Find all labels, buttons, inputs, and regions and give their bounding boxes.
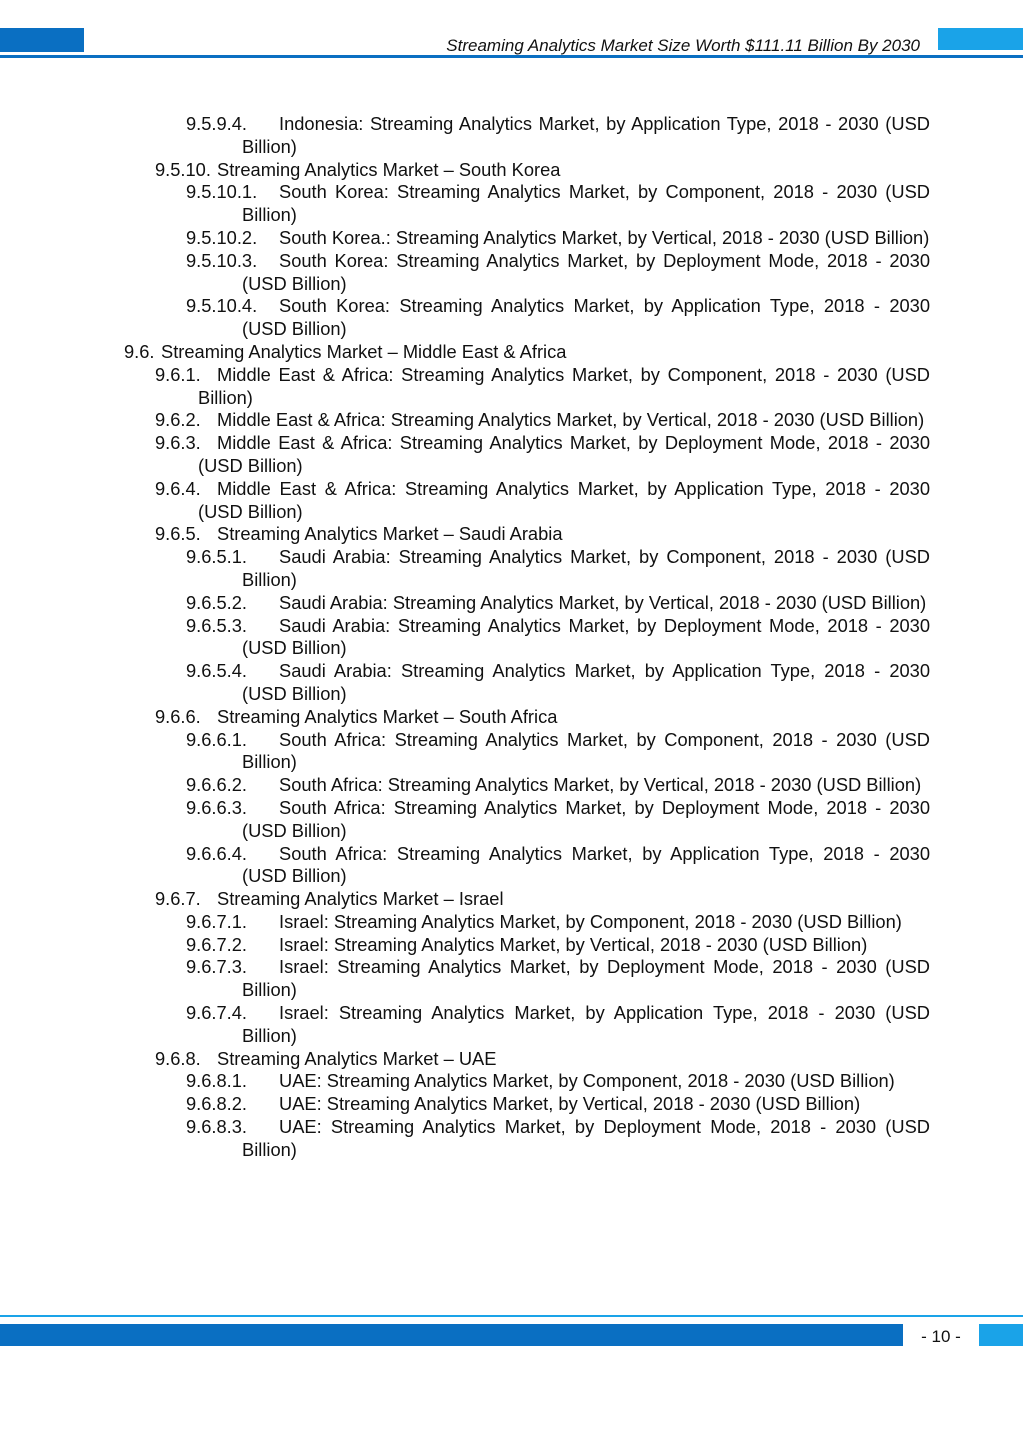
toc-entry-number: 9.6.5.3.	[186, 614, 247, 636]
toc-entry[interactable]	[0, 295, 1023, 341]
toc-entry-number: 9.5.10.1.	[186, 181, 258, 203]
toc-entry-number: 9.6.6.	[155, 705, 201, 727]
toc-entry[interactable]	[0, 159, 1023, 182]
toc-entry-title: Streaming Analytics Market – South Africa	[217, 705, 558, 727]
toc-entry[interactable]	[0, 523, 1023, 546]
toc-entry-number: 9.6.1.	[155, 363, 201, 385]
toc-entry[interactable]	[0, 729, 1023, 775]
toc-entry[interactable]	[0, 615, 1023, 661]
toc-entry-number: 9.6.6.4.	[186, 842, 247, 864]
toc-entry[interactable]	[0, 546, 1023, 592]
toc-entry-title: Streaming Analytics Market – UAE	[217, 1047, 497, 1069]
toc-entry-title: Middle East & Africa: Streaming Analytics Market, by Application Type, 2018 - 2030 (USD Billion)	[198, 477, 930, 522]
toc-entry-number: 9.6.5.1.	[186, 546, 247, 568]
toc-entry[interactable]	[0, 250, 1023, 296]
toc-entry-title: South Africa: Streaming Analytics Market, by Vertical, 2018 - 2030 (USD Billion)	[279, 774, 922, 796]
table-of-contents	[0, 113, 1023, 1162]
toc-entry-number: 9.6.8.3.	[186, 1116, 247, 1138]
toc-entry-title: South Korea: Streaming Analytics Market, by Application Type, 2018 - 2030 (USD Billion)	[242, 295, 930, 340]
header-accent-bar-right	[938, 28, 1023, 50]
toc-entry-number: 9.6.7.	[155, 888, 201, 910]
toc-entry-title: Middle East & Africa: Streaming Analytics Market, by Deployment Mode, 2018 - 2030 (USD Billion)	[198, 432, 930, 476]
toc-entry[interactable]	[0, 797, 1023, 843]
toc-entry-title: Israel: Streaming Analytics Market, by Vertical, 2018 - 2030 (USD Billion)	[279, 933, 868, 955]
toc-entry-number: 9.5.10.	[155, 158, 211, 180]
toc-entry-title: South Korea.: Streaming Analytics Market, by Vertical, 2018 - 2030 (USD Billion)	[279, 226, 930, 248]
toc-entry[interactable]	[0, 478, 1023, 524]
toc-entry-title: Saudi Arabia: Streaming Analytics Market, by Vertical, 2018 - 2030 (USD Billion)	[279, 591, 927, 613]
toc-entry-title: Saudi Arabia: Streaming Analytics Market, by Deployment Mode, 2018 - 2030 (USD Billion)	[242, 614, 930, 659]
toc-entry[interactable]	[0, 1116, 1023, 1162]
toc-entry[interactable]	[0, 341, 1023, 364]
toc-entry-number: 9.5.10.3.	[186, 249, 258, 271]
toc-entry-title: Streaming Analytics Market – Israel	[217, 888, 504, 910]
toc-entry-number: 9.6.8.	[155, 1047, 201, 1069]
toc-entry-number: 9.6.7.2.	[186, 933, 247, 955]
page-header-title: Streaming Analytics Market Size Worth $111.11 Billion By 2030	[446, 36, 920, 55]
toc-entry[interactable]	[0, 432, 1023, 478]
toc-entry[interactable]	[0, 774, 1023, 797]
toc-entry-title: Israel: Streaming Analytics Market, by Component, 2018 - 2030 (USD Billion)	[279, 910, 902, 932]
toc-entry-number: 9.6.7.3.	[186, 956, 247, 978]
toc-entry-title: Indonesia: Streaming Analytics Market, by Application Type, 2018 - 2030 (USD Billion)	[242, 113, 930, 157]
toc-entry[interactable]	[0, 1070, 1023, 1093]
toc-entry-number: 9.6.7.4.	[186, 1002, 247, 1024]
toc-entry-number: 9.6.6.2.	[186, 774, 247, 796]
toc-entry-title: Israel: Streaming Analytics Market, by Deployment Mode, 2018 - 2030 (USD Billion)	[242, 956, 930, 1001]
toc-entry-title: Middle East & Africa: Streaming Analytics Market, by Component, 2018 - 2030 (USD Billion)	[198, 363, 930, 408]
toc-entry-title: UAE: Streaming Analytics Market, by Deployment Mode, 2018 - 2030 (USD Billion)	[242, 1116, 930, 1160]
toc-entry-number: 9.6.8.2.	[186, 1093, 247, 1115]
toc-entry-title: Streaming Analytics Market – South Korea	[217, 158, 561, 180]
toc-entry-title: South Africa: Streaming Analytics Market, by Deployment Mode, 2018 - 2030 (USD Billion)	[242, 796, 930, 841]
toc-entry-title: Saudi Arabia: Streaming Analytics Market, by Component, 2018 - 2030 (USD Billion)	[242, 546, 930, 590]
toc-entry[interactable]	[0, 1048, 1023, 1071]
toc-entry[interactable]	[0, 592, 1023, 615]
toc-entry[interactable]	[0, 409, 1023, 432]
toc-entry[interactable]	[0, 911, 1023, 934]
toc-entry-title: Streaming Analytics Market – Middle East & Africa	[161, 340, 567, 362]
toc-entry[interactable]	[0, 1093, 1023, 1116]
toc-entry[interactable]	[0, 113, 1023, 159]
toc-entry-number: 9.6.8.1.	[186, 1070, 247, 1092]
toc-entry-title: South Africa: Streaming Analytics Market, by Application Type, 2018 - 2030 (USD Billion)	[242, 842, 930, 887]
toc-entry-number: 9.6.6.1.	[186, 728, 247, 750]
toc-entry-number: 9.6.	[124, 340, 155, 362]
toc-entry-number: 9.6.4.	[155, 477, 201, 499]
toc-entry[interactable]	[0, 227, 1023, 250]
toc-entry[interactable]	[0, 364, 1023, 410]
toc-entry-title: UAE: Streaming Analytics Market, by Vertical, 2018 - 2030 (USD Billion)	[279, 1093, 861, 1115]
toc-entry-number: 9.6.5.	[155, 523, 201, 545]
toc-entry-number: 9.5.10.2.	[186, 226, 258, 248]
header-rule	[0, 55, 1023, 58]
toc-entry-title: Middle East & Africa: Streaming Analytics Market, by Vertical, 2018 - 2030 (USD Billion)	[217, 409, 925, 431]
toc-entry[interactable]	[0, 660, 1023, 706]
toc-entry-title: Streaming Analytics Market – Saudi Arabia	[217, 523, 563, 545]
toc-entry[interactable]	[0, 181, 1023, 227]
toc-entry[interactable]	[0, 956, 1023, 1002]
toc-entry[interactable]	[0, 1002, 1023, 1048]
toc-entry[interactable]	[0, 706, 1023, 729]
toc-entry-number: 9.6.2.	[155, 409, 201, 431]
toc-entry-title: UAE: Streaming Analytics Market, by Component, 2018 - 2030 (USD Billion)	[279, 1070, 895, 1092]
footer-accent-bar	[0, 1324, 903, 1346]
toc-entry-number: 9.5.10.4.	[186, 295, 258, 317]
toc-entry-title: South Korea: Streaming Analytics Market, by Component, 2018 - 2030 (USD Billion)	[242, 181, 930, 226]
header-accent-bar-left	[0, 28, 84, 52]
footer-accent-bar-right	[979, 1324, 1023, 1346]
page-number: - 10 -	[921, 1327, 961, 1346]
toc-entry-number: 9.5.9.4.	[186, 113, 247, 134]
toc-entry[interactable]	[0, 843, 1023, 889]
toc-entry-title: South Africa: Streaming Analytics Market, by Component, 2018 - 2030 (USD Billion)	[242, 728, 930, 773]
toc-entry-title: South Korea: Streaming Analytics Market, by Deployment Mode, 2018 - 2030 (USD Billion)	[242, 249, 930, 294]
toc-entry-title: Israel: Streaming Analytics Market, by Application Type, 2018 - 2030 (USD Billion)	[242, 1002, 930, 1046]
toc-entry-number: 9.6.5.4.	[186, 660, 247, 682]
toc-entry-number: 9.6.7.1.	[186, 910, 247, 932]
toc-entry-number: 9.6.5.2.	[186, 591, 247, 613]
toc-entry[interactable]	[0, 888, 1023, 911]
toc-entry-title: Saudi Arabia: Streaming Analytics Market, by Application Type, 2018 - 2030 (USD Billion)	[242, 660, 930, 704]
toc-entry[interactable]	[0, 934, 1023, 957]
toc-entry-number: 9.6.3.	[155, 432, 201, 454]
footer-rule	[0, 1315, 1023, 1317]
toc-entry-number: 9.6.6.3.	[186, 796, 247, 818]
